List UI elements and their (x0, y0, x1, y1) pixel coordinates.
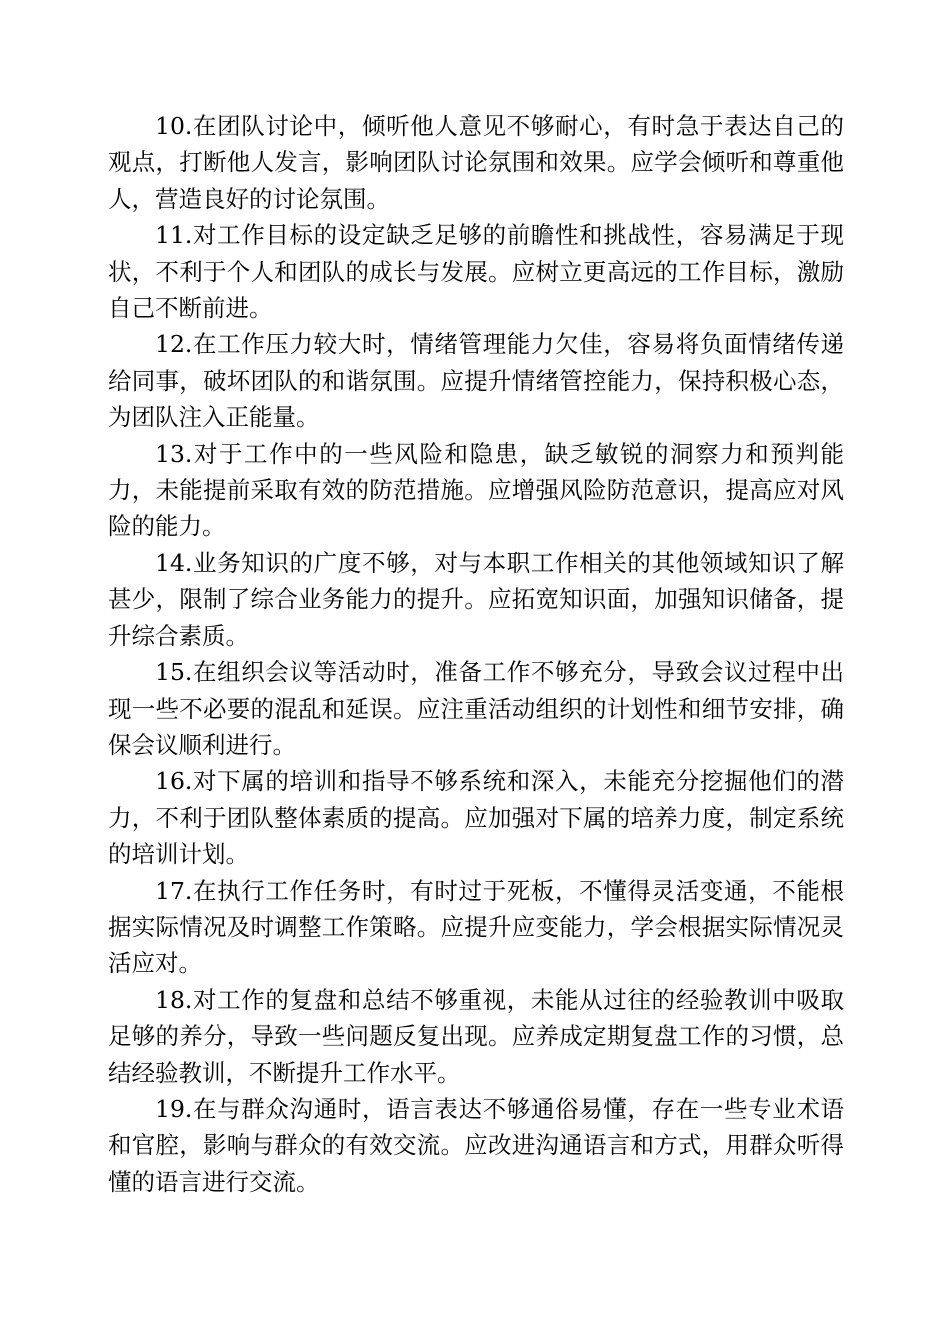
paragraph-14: 14.业务知识的广度不够，对与本职工作相关的其他领域知识了解甚少，限制了综合业务能力的提升。应拓宽知识面，加强知识储备，提升综合素质。 (108, 548, 844, 650)
paragraph-16: 16.对下属的培训和指导不够系统和深入，未能充分挖掘他们的潜力，不利于团队整体素质的提高。应加强对下属的培养力度，制定系统的培训计划。 (108, 767, 844, 869)
paragraph-17: 17.在执行工作任务时，有时过于死板，不懂得灵活变通，不能根据实际情况及时调整工作策略。应提升应变能力，学会根据实际情况灵活应对。 (108, 876, 844, 978)
paragraph-12: 12.在工作压力较大时，情绪管理能力欠佳，容易将负面情绪传递给同事，破坏团队的和谐氛围。应提升情绪管控能力，保持积极心态，为团队注入正能量。 (108, 330, 844, 432)
paragraph-15: 15.在组织会议等活动时，准备工作不够充分，导致会议过程中出现一些不必要的混乱和延误。应注重活动组织的计划性和细节安排，确保会议顺利进行。 (108, 658, 844, 759)
paragraph-11: 11.对工作目标的设定缺乏足够的前瞻性和挑战性，容易满足于现状，不利于个人和团队的成长与发展。应树立更高远的工作目标，激励自己不断前进。 (108, 221, 844, 323)
paragraph-10: 10.在团队讨论中，倾听他人意见不够耐心，有时急于表达自己的观点，打断他人发言，影响团队讨论氛围和效果。应学会倾听和尊重他人，营造良好的讨论氛围。 (108, 112, 844, 213)
paragraph-19: 19.在与群众沟通时，语言表达不够通俗易懂，存在一些专业术语和官腔，影响与群众的有效交流。应改进沟通语言和方式，用群众听得懂的语言进行交流。 (108, 1094, 844, 1196)
paragraph-13: 13.对于工作中的一些风险和隐患，缺乏敏锐的洞察力和预判能力，未能提前采取有效的防范措施。应增强风险防范意识，提高应对风险的能力。 (108, 439, 844, 541)
document-body (108, 108, 844, 1200)
paragraph-18: 18.对工作的复盘和总结不够重视，未能从过往的经验教训中吸取足够的养分，导致一些问题反复出现。应养成定期复盘工作的习惯，总结经验教训，不断提升工作水平。 (108, 985, 844, 1087)
